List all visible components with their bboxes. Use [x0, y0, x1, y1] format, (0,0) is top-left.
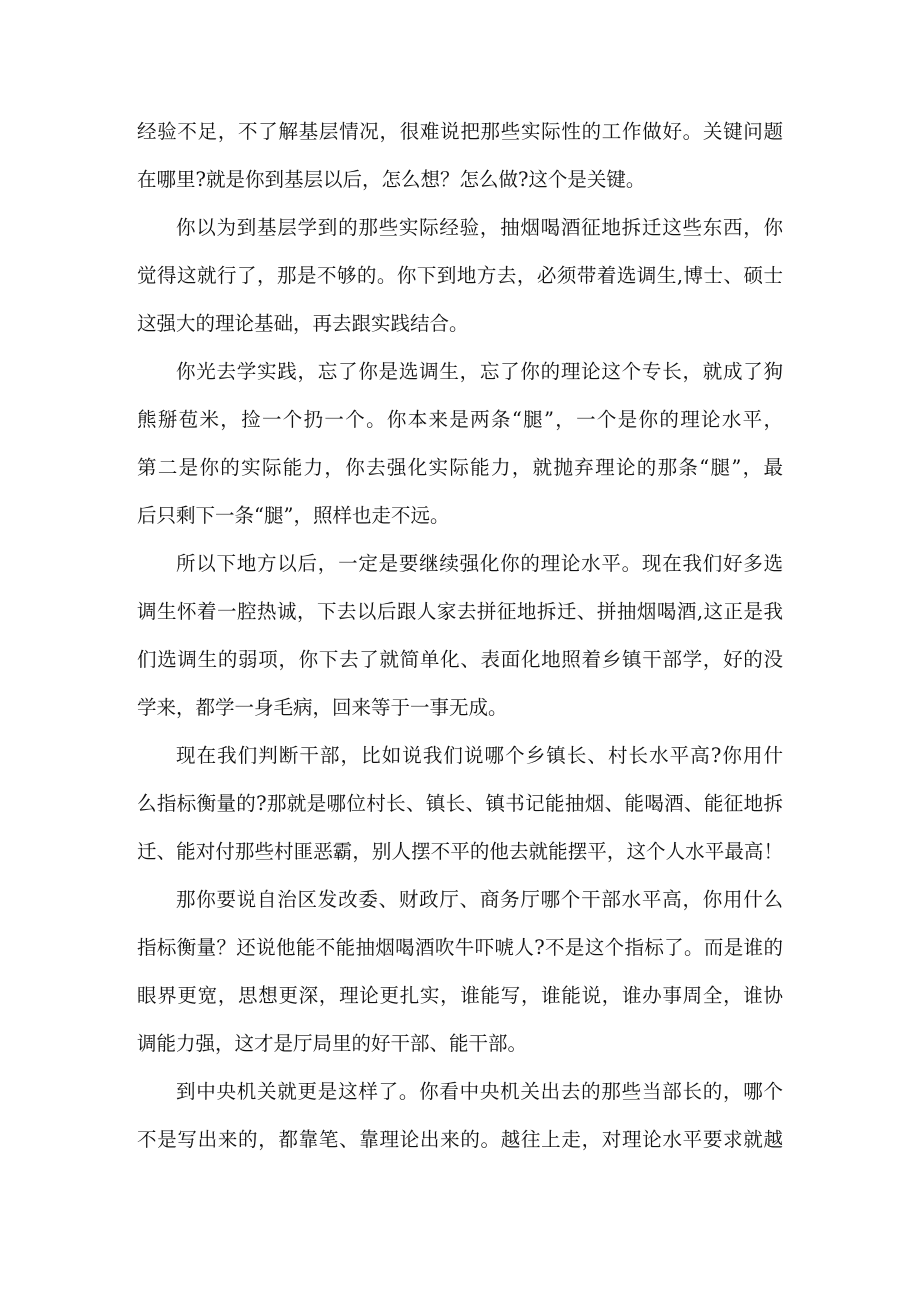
text-line: 指标衡量？还说他能不能抽烟喝酒吹牛吓唬人?不是这个指标了。而是谁的 [137, 936, 783, 959]
body-text [137, 108, 783, 1164]
text-line: 调能力强，这才是厅局里的好干部、能干部。 [137, 1032, 528, 1055]
text-line: 你光去学实践，忘了你是选调生，忘了你的理论这个专长，就成了狗 [176, 360, 783, 383]
text-line: 到中央机关就更是这样了。你看中央机关出去的那些当部长的，哪个 [176, 1080, 783, 1103]
text-line: 么指标衡量的?那就是哪位村长、镇长、镇书记能抽烟、能喝酒、能征地拆 [137, 792, 783, 815]
text-line: 后只剩下一条“腿”，照样也走不远。 [137, 504, 450, 527]
text-line: 调生怀着一腔热诚，下去以后跟人家去拼征地拆迁、拼抽烟喝酒,这正是我 [137, 600, 783, 623]
text-line: 这强大的理论基础，再去跟实践结合。 [137, 312, 469, 335]
text-line: 现在我们判断干部，比如说我们说哪个乡镇长、村长水平高?你用什 [176, 744, 783, 767]
text-line: 那你要说自治区发改委、财政厅、商务厅哪个干部水平高，你用什么 [176, 888, 783, 911]
text-line: 第二是你的实际能力，你去强化实际能力，就抛弃理论的那条“腿”，最 [137, 456, 783, 479]
text-line: 熊掰苞米，捡一个扔一个。你本来是两条“腿”，一个是你的理论水平， [137, 408, 783, 431]
text-line: 觉得这就行了，那是不够的。你下到地方去，必须带着选调生,博士、硕士 [137, 264, 783, 287]
text-line: 学来，都学一身毛病，回来等于一事无成。 [137, 696, 508, 719]
text-line: 你以为到基层学到的那些实际经验，抽烟喝酒征地拆迁这些东西，你 [176, 216, 783, 239]
text-line: 经验不足，不了解基层情况，很难说把那些实际性的工作做好。关键问题 [137, 120, 783, 143]
text-line: 所以下地方以后，一定是要继续强化你的理论水平。现在我们好多选 [176, 552, 783, 575]
text-line: 在哪里?就是你到基层以后，怎么想？怎么做?这个是关键。 [137, 168, 646, 191]
text-line: 迁、能对付那些村匪恶霸，别人摆不平的他去就能摆平，这个人水平最高！ [137, 840, 783, 863]
text-line: 眼界更宽，思想更深，理论更扎实，谁能写，谁能说，谁办事周全，谁协 [137, 984, 783, 1007]
text-line: 们选调生的弱项，你下去了就简单化、表面化地照着乡镇干部学，好的没 [137, 648, 783, 671]
text-line: 不是写出来的，都靠笔、靠理论出来的。越往上走，对理论水平要求就越 [137, 1128, 783, 1151]
